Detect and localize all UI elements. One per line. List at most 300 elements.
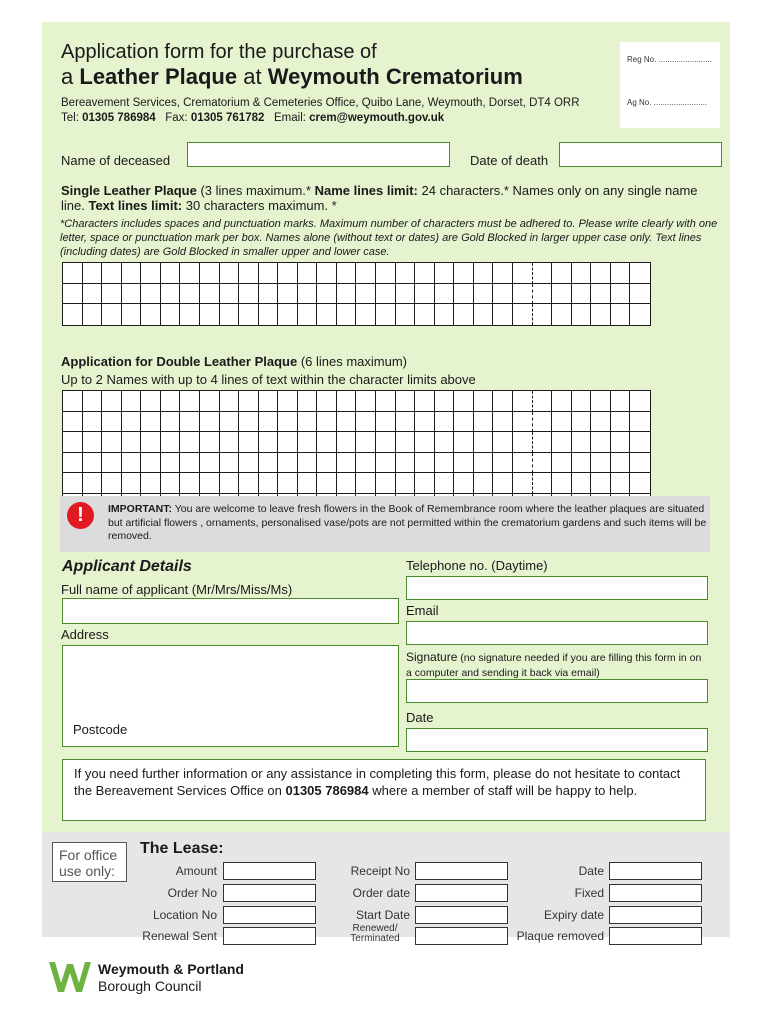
character-box[interactable]	[259, 473, 279, 494]
character-box[interactable]	[396, 473, 416, 494]
character-box[interactable]	[435, 412, 455, 433]
character-box[interactable]	[239, 432, 259, 453]
character-box[interactable]	[259, 391, 279, 412]
double-plaque-heading	[61, 354, 407, 369]
character-box[interactable]	[591, 453, 611, 474]
character-box[interactable]	[572, 263, 592, 284]
character-box[interactable]	[513, 473, 533, 494]
reg-no[interactable]: Reg No. ........................	[627, 55, 712, 64]
character-box[interactable]	[83, 263, 103, 284]
character-box[interactable]	[376, 263, 396, 284]
office-address: Bereavement Services, Crematorium & Cemeteries Office, Quibo Lane, Weymouth, Dorset, DT4 ORR	[61, 97, 580, 109]
character-box[interactable]	[415, 263, 435, 284]
character-box[interactable]	[63, 432, 83, 453]
character-box[interactable]	[396, 304, 416, 325]
important-label: IMPORTANT:	[108, 503, 172, 515]
character-box[interactable]	[591, 284, 611, 305]
character-box[interactable]	[415, 284, 435, 305]
character-box[interactable]	[63, 412, 83, 433]
character-box[interactable]	[200, 453, 220, 474]
character-box[interactable]	[83, 412, 103, 433]
character-box[interactable]	[376, 453, 396, 474]
character-box[interactable]	[493, 453, 513, 474]
character-box[interactable]	[493, 473, 513, 494]
character-box[interactable]	[63, 304, 83, 325]
character-box[interactable]	[552, 473, 572, 494]
character-box[interactable]	[239, 412, 259, 433]
character-box[interactable]	[122, 391, 142, 412]
character-box[interactable]	[161, 284, 181, 305]
character-box[interactable]	[83, 304, 103, 325]
character-box[interactable]	[220, 473, 240, 494]
character-box[interactable]	[611, 284, 631, 305]
character-box[interactable]	[474, 473, 494, 494]
character-box[interactable]	[259, 432, 279, 453]
character-box[interactable]	[513, 453, 533, 474]
character-box[interactable]	[259, 453, 279, 474]
character-box[interactable]	[552, 263, 572, 284]
character-box[interactable]	[200, 263, 220, 284]
telephone-field[interactable]	[406, 576, 708, 600]
character-box[interactable]	[493, 304, 513, 325]
character-box[interactable]	[102, 391, 122, 412]
character-box[interactable]	[591, 412, 611, 433]
character-box[interactable]	[611, 391, 631, 412]
character-box[interactable]	[572, 412, 592, 433]
character-box[interactable]	[102, 453, 122, 474]
character-box[interactable]	[533, 284, 553, 305]
character-box[interactable]	[376, 473, 396, 494]
character-box[interactable]	[239, 391, 259, 412]
character-box[interactable]	[533, 412, 553, 433]
single-plaque-character-grid[interactable]	[62, 262, 651, 326]
character-box[interactable]	[630, 391, 650, 412]
character-box[interactable]	[317, 432, 337, 453]
character-box[interactable]	[356, 263, 376, 284]
character-box[interactable]	[630, 304, 650, 325]
renewal-sent-field[interactable]	[223, 927, 316, 945]
address-field[interactable]	[62, 645, 399, 747]
character-box[interactable]	[552, 304, 572, 325]
character-box[interactable]	[278, 412, 298, 433]
order-no-field[interactable]	[223, 884, 316, 902]
character-box[interactable]	[630, 432, 650, 453]
character-box[interactable]	[591, 473, 611, 494]
character-box[interactable]	[415, 391, 435, 412]
character-box[interactable]	[63, 284, 83, 305]
character-box[interactable]	[180, 432, 200, 453]
character-box[interactable]	[513, 284, 533, 305]
character-box[interactable]	[435, 263, 455, 284]
character-box[interactable]	[533, 263, 553, 284]
character-box[interactable]	[298, 263, 318, 284]
character-box[interactable]	[278, 263, 298, 284]
character-box[interactable]	[200, 412, 220, 433]
character-box[interactable]	[454, 432, 474, 453]
character-box[interactable]	[572, 284, 592, 305]
date-of-death-field[interactable]	[559, 142, 722, 167]
name-limit-label: Name lines limit:	[314, 183, 418, 198]
character-box[interactable]	[396, 284, 416, 305]
character-box[interactable]	[533, 304, 553, 325]
character-box[interactable]	[220, 432, 240, 453]
character-box[interactable]	[630, 263, 650, 284]
character-box[interactable]	[493, 432, 513, 453]
character-box[interactable]	[533, 453, 553, 474]
character-box[interactable]	[298, 391, 318, 412]
character-box[interactable]	[513, 432, 533, 453]
character-box[interactable]	[337, 263, 357, 284]
character-box[interactable]	[180, 304, 200, 325]
amount-field[interactable]	[223, 862, 316, 880]
character-box[interactable]	[317, 284, 337, 305]
character-box[interactable]	[533, 432, 553, 453]
character-box[interactable]	[220, 412, 240, 433]
character-box[interactable]	[454, 473, 474, 494]
plaque-removed-field[interactable]	[609, 927, 702, 945]
character-box[interactable]	[552, 432, 572, 453]
character-box[interactable]	[415, 473, 435, 494]
character-box[interactable]	[396, 412, 416, 433]
character-box[interactable]	[141, 391, 161, 412]
ag-no[interactable]: Ag No. ........................	[627, 98, 708, 107]
character-box[interactable]	[415, 304, 435, 325]
character-box[interactable]	[454, 453, 474, 474]
character-box[interactable]	[317, 453, 337, 474]
character-box[interactable]	[337, 412, 357, 433]
character-box[interactable]	[122, 453, 142, 474]
character-box[interactable]	[533, 473, 553, 494]
character-box[interactable]	[356, 284, 376, 305]
signature-label	[406, 650, 706, 680]
character-box[interactable]	[220, 391, 240, 412]
character-box[interactable]	[356, 391, 376, 412]
email-field[interactable]	[406, 621, 708, 645]
character-box[interactable]	[376, 412, 396, 433]
character-box[interactable]	[180, 391, 200, 412]
fax-number: 01305 761782	[190, 112, 265, 124]
character-box[interactable]	[239, 453, 259, 474]
character-box[interactable]	[572, 432, 592, 453]
character-box[interactable]	[317, 412, 337, 433]
character-box[interactable]	[376, 304, 396, 325]
character-box[interactable]	[435, 432, 455, 453]
lease-heading: The Lease:	[140, 840, 224, 857]
reg-box	[620, 42, 720, 128]
character-box[interactable]	[298, 473, 318, 494]
character-box[interactable]	[298, 412, 318, 433]
application-form-page	[42, 22, 730, 1002]
character-box[interactable]	[493, 412, 513, 433]
character-box[interactable]	[630, 412, 650, 433]
character-box[interactable]	[161, 391, 181, 412]
character-box[interactable]	[591, 432, 611, 453]
character-box[interactable]	[220, 304, 240, 325]
further-info-text	[74, 765, 698, 799]
title-at: at	[243, 64, 262, 89]
character-box[interactable]	[259, 304, 279, 325]
character-box[interactable]	[474, 412, 494, 433]
character-box[interactable]	[141, 473, 161, 494]
email-label: Email:	[274, 112, 306, 124]
start-date-field[interactable]	[415, 906, 508, 924]
signature-label-text: Signature	[406, 650, 458, 664]
signature-field[interactable]	[406, 679, 708, 703]
character-box[interactable]	[513, 263, 533, 284]
start-date-label: Start Date	[355, 908, 410, 922]
warning-icon: !	[67, 502, 94, 529]
expiry-date-label: Expiry date	[543, 908, 604, 922]
character-box[interactable]	[435, 284, 455, 305]
character-box[interactable]	[376, 284, 396, 305]
character-box[interactable]	[141, 263, 161, 284]
character-box[interactable]	[122, 432, 142, 453]
character-box[interactable]	[141, 432, 161, 453]
character-box[interactable]	[259, 263, 279, 284]
title-a: a	[61, 64, 74, 89]
deceased-name-label: Name of deceased	[61, 153, 171, 168]
character-box[interactable]	[180, 453, 200, 474]
fixed-field[interactable]	[609, 884, 702, 902]
character-box[interactable]	[161, 473, 181, 494]
character-box[interactable]	[572, 453, 592, 474]
character-box[interactable]	[396, 453, 416, 474]
order-date-field[interactable]	[415, 884, 508, 902]
form-body	[42, 132, 730, 832]
character-box[interactable]	[259, 412, 279, 433]
character-box[interactable]	[552, 412, 572, 433]
character-box[interactable]	[220, 284, 240, 305]
character-box[interactable]	[493, 284, 513, 305]
info-phone: 01305 786984	[285, 783, 369, 798]
character-box[interactable]	[220, 453, 240, 474]
character-box[interactable]	[513, 304, 533, 325]
character-box[interactable]	[239, 304, 259, 325]
character-box[interactable]	[180, 263, 200, 284]
tel-number: 01305 786984	[82, 112, 156, 124]
character-box[interactable]	[200, 473, 220, 494]
character-box[interactable]	[337, 432, 357, 453]
character-box[interactable]	[435, 453, 455, 474]
character-box[interactable]	[83, 284, 103, 305]
character-box[interactable]	[611, 304, 631, 325]
character-box[interactable]	[141, 304, 161, 325]
character-box[interactable]	[63, 473, 83, 494]
location-no-field[interactable]	[223, 906, 316, 924]
character-box[interactable]	[239, 263, 259, 284]
character-box[interactable]	[317, 391, 337, 412]
character-box[interactable]	[591, 263, 611, 284]
character-box[interactable]	[552, 453, 572, 474]
character-box[interactable]	[396, 391, 416, 412]
character-box[interactable]	[278, 473, 298, 494]
character-box[interactable]	[611, 473, 631, 494]
renewed-terminated-field[interactable]	[415, 927, 508, 945]
for-office-use-box: For office use only:	[52, 842, 127, 882]
character-box[interactable]	[435, 304, 455, 325]
character-box[interactable]	[317, 263, 337, 284]
character-box[interactable]	[396, 263, 416, 284]
character-box[interactable]	[122, 412, 142, 433]
expiry-date-field[interactable]	[609, 906, 702, 924]
character-box[interactable]	[356, 453, 376, 474]
character-box[interactable]	[572, 473, 592, 494]
character-box[interactable]	[376, 391, 396, 412]
character-box[interactable]	[337, 304, 357, 325]
character-box[interactable]	[180, 284, 200, 305]
character-box[interactable]	[63, 453, 83, 474]
character-box[interactable]	[356, 432, 376, 453]
character-box[interactable]	[415, 432, 435, 453]
character-box[interactable]	[122, 304, 142, 325]
character-box[interactable]	[278, 391, 298, 412]
character-box[interactable]	[220, 263, 240, 284]
deceased-name-field[interactable]	[187, 142, 450, 167]
character-box[interactable]	[337, 473, 357, 494]
date-field[interactable]	[406, 728, 708, 752]
character-box[interactable]	[102, 263, 122, 284]
character-box[interactable]	[239, 473, 259, 494]
further-info-box	[62, 759, 706, 821]
character-box[interactable]	[611, 412, 631, 433]
character-box[interactable]	[239, 284, 259, 305]
applicant-details-heading: Applicant Details	[62, 558, 192, 575]
character-box[interactable]	[102, 304, 122, 325]
character-box[interactable]	[513, 391, 533, 412]
character-box[interactable]	[337, 391, 357, 412]
character-box[interactable]	[278, 284, 298, 305]
character-box[interactable]	[415, 412, 435, 433]
email-address[interactable]: crem@weymouth.gov.uk	[309, 112, 445, 124]
character-box[interactable]	[200, 432, 220, 453]
character-box[interactable]	[591, 304, 611, 325]
character-box[interactable]	[122, 263, 142, 284]
character-box[interactable]	[122, 284, 142, 305]
character-box[interactable]	[474, 453, 494, 474]
character-box[interactable]	[611, 453, 631, 474]
character-box[interactable]	[337, 453, 357, 474]
character-box[interactable]	[141, 453, 161, 474]
date-office-field[interactable]	[609, 862, 702, 880]
character-box[interactable]	[454, 304, 474, 325]
character-box[interactable]	[298, 304, 318, 325]
character-box[interactable]	[122, 473, 142, 494]
character-box[interactable]	[63, 391, 83, 412]
character-box[interactable]	[493, 391, 513, 412]
character-box[interactable]	[356, 304, 376, 325]
date-office-label: Date	[578, 864, 604, 878]
character-box[interactable]	[298, 432, 318, 453]
character-box[interactable]	[337, 284, 357, 305]
character-box[interactable]	[317, 473, 337, 494]
receipt-no-field[interactable]	[415, 862, 508, 880]
character-box[interactable]	[141, 412, 161, 433]
character-box[interactable]	[356, 473, 376, 494]
tel-label: Tel:	[61, 112, 79, 124]
postcode-label: Postcode	[73, 722, 128, 737]
character-box[interactable]	[513, 412, 533, 433]
character-box[interactable]	[611, 263, 631, 284]
character-box[interactable]	[552, 284, 572, 305]
character-box[interactable]	[454, 263, 474, 284]
single-heading-rest: (3 lines maximum.*	[196, 183, 315, 198]
character-box[interactable]	[474, 263, 494, 284]
text-limit-label: Text lines limit:	[88, 198, 183, 213]
character-box[interactable]	[356, 412, 376, 433]
address-label: Address	[61, 627, 109, 642]
character-box[interactable]	[454, 284, 474, 305]
character-box[interactable]	[415, 453, 435, 474]
character-box[interactable]	[572, 391, 592, 412]
character-box[interactable]	[278, 304, 298, 325]
form-title-line1: Application form for the purchase of	[61, 41, 377, 63]
renewed-terminated-label: Renewed/ Terminated	[350, 923, 400, 944]
character-box[interactable]	[474, 284, 494, 305]
character-box[interactable]	[474, 304, 494, 325]
character-box[interactable]	[180, 473, 200, 494]
character-box[interactable]	[200, 391, 220, 412]
character-box[interactable]	[552, 391, 572, 412]
character-box[interactable]	[278, 453, 298, 474]
character-box[interactable]	[591, 391, 611, 412]
character-box[interactable]	[572, 304, 592, 325]
character-box[interactable]	[630, 284, 650, 305]
character-box[interactable]	[83, 391, 103, 412]
character-box[interactable]	[161, 432, 181, 453]
character-box[interactable]	[161, 263, 181, 284]
character-box[interactable]	[161, 304, 181, 325]
character-box[interactable]	[102, 473, 122, 494]
character-box[interactable]	[454, 412, 474, 433]
character-box[interactable]	[102, 432, 122, 453]
character-box[interactable]	[83, 432, 103, 453]
character-box[interactable]	[611, 432, 631, 453]
important-text	[108, 503, 708, 544]
character-box[interactable]	[102, 412, 122, 433]
character-box[interactable]	[83, 453, 103, 474]
character-box[interactable]	[200, 304, 220, 325]
character-box[interactable]	[317, 304, 337, 325]
character-box[interactable]	[102, 284, 122, 305]
character-box[interactable]	[435, 391, 455, 412]
character-box[interactable]	[278, 432, 298, 453]
character-box[interactable]	[63, 263, 83, 284]
character-box[interactable]	[474, 391, 494, 412]
character-box[interactable]	[180, 412, 200, 433]
plaque-removed-label: Plaque removed	[516, 929, 604, 943]
character-box[interactable]	[200, 284, 220, 305]
character-box[interactable]	[83, 473, 103, 494]
character-box[interactable]	[161, 453, 181, 474]
character-box[interactable]	[533, 391, 553, 412]
date-of-death-label: Date of death	[470, 153, 549, 168]
double-heading-rest: (6 lines maximum)	[297, 354, 407, 369]
character-box[interactable]	[376, 432, 396, 453]
character-box[interactable]	[630, 453, 650, 474]
character-box[interactable]	[298, 453, 318, 474]
character-box[interactable]	[298, 284, 318, 305]
character-box[interactable]	[141, 284, 161, 305]
character-box[interactable]	[161, 412, 181, 433]
fullname-field[interactable]	[62, 598, 399, 624]
character-box[interactable]	[259, 284, 279, 305]
character-box[interactable]	[630, 473, 650, 494]
character-box[interactable]	[454, 391, 474, 412]
character-box[interactable]	[474, 432, 494, 453]
character-box[interactable]	[493, 263, 513, 284]
character-box[interactable]	[435, 473, 455, 494]
character-box[interactable]	[396, 432, 416, 453]
